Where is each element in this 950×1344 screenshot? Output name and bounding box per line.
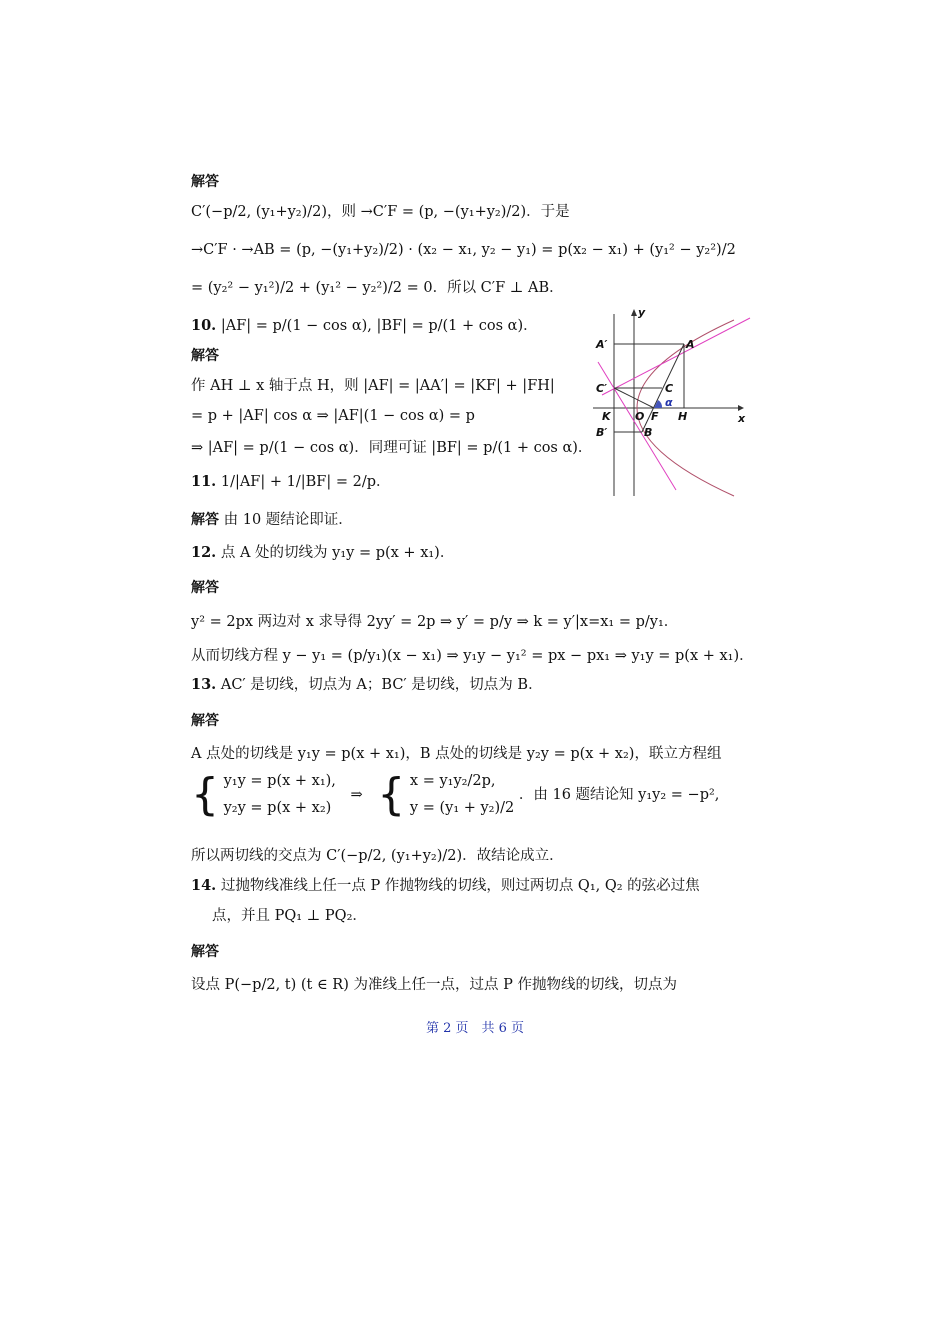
sol11-line [191,510,353,530]
label-x: x [738,412,746,425]
solution-heading: 解答 [191,174,219,190]
problem-11-text: 1/|AF| + 1/|BF| = 2/p． [220,474,391,490]
system-right-eq2: y = (y₁ + y₂)/2 [409,800,515,816]
problem-12 [191,543,454,563]
left-brace-icon: { [191,769,219,820]
eq-line-3-text: = (y₂² − y₁²)/2 + (y₁² − y₂²)/2 = 0．所以 C′F ⊥ AB． [191,280,564,296]
label-a: A [686,338,695,351]
problem-12-text: 点 A 处的切线为 y₁y = p(x + x₁)． [220,545,455,561]
solution-heading-14: 解答 [191,944,219,960]
label-o: O [635,410,645,423]
problem-10-text: |AF| = p/(1 − cos α), |BF| = p/(1 + cos α)． [220,318,538,334]
label-b-prime: B′ [596,426,608,439]
sol11-text: 由 10 题结论即证． [223,512,353,528]
y-axis-arrow-icon [631,309,637,316]
label-h: H [678,410,688,423]
page-footer: 第 2 页 共 6 页 [425,1021,525,1036]
problem-10 [191,316,538,336]
system-right [410,768,514,822]
tangent-at-a [602,318,750,395]
system-right-eq1: x = y₁y₂/2p, [409,773,496,789]
x-axis-arrow-icon [738,405,744,411]
eq-line-1-text: C′(−p/2, (y₁+y₂)/2)，则 →C′F = (p, −(y₁+y₂)/2)．于是 [191,204,570,220]
equation-system [191,768,719,822]
system-left-eq2: y₂y = p(x + x₂) [223,800,332,816]
label-c: C [665,382,674,395]
parabola-figure [588,300,753,500]
label-c-prime: C′ [596,382,607,395]
problem-14 [191,876,700,896]
sol10-line-1: 作 AH ⊥ x 轴于点 H，则 |AF| = |AA′| = |KF| + |FH| [191,378,555,394]
sol12-line-1: y² = 2px 两边对 x 求导得 2yy′ = 2p ⇒ y′ = p/y ⇒ k = y′|x=x₁ = p/y₁． [191,614,679,630]
label-f: F [651,410,659,423]
sol10-line-2: = p + |AF| cos α ⇒ |AF|(1 − cos α) = p [191,408,475,424]
solution-heading-11: 解答 [191,512,219,528]
label-alpha: α [665,396,673,409]
label-a-prime: A′ [596,338,608,351]
right-system-brace-icon: { [377,769,406,820]
label-k: K [602,410,611,423]
eq-line-3 [191,278,564,298]
label-y: y [638,306,646,319]
problem-number-12: 12. [191,544,217,561]
implies-icon: ⇒ [350,787,363,803]
sol14-line-1: 设点 P(−p/2, t) (t ∈ R) 为准线上任一点，过点 P 作抛物线的切线，切点为 [191,977,677,993]
system-left-eq1: y₁y = p(x + x₁), [223,773,336,789]
eq-line-1 [191,202,570,222]
label-b: B [644,426,653,439]
system-left [224,768,336,822]
system-conclusion: ．由 16 题结论知 y₁y₂ = −p², [518,787,720,803]
problem-14-text: 过抛物线准线上任一点 P 作抛物线的切线，则过两切点 Q₁, Q₂ 的弦必过焦 [220,878,700,894]
solution-heading-13: 解答 [191,713,219,729]
sol13-line-1: A 点处的切线是 y₁y = p(x + x₁)，B 点处的切线是 y₂y = p(x + x₂)，联立方程组 [191,746,722,762]
problem-13 [191,675,543,695]
solution-heading-10: 解答 [191,348,219,364]
sol13-line-2: 所以两切线的交点为 C′(−p/2, (y₁+y₂)/2)．故结论成立． [191,848,564,864]
problem-13-text: AC′ 是切线，切点为 A；BC′ 是切线，切点为 B． [220,677,543,693]
eq-line-2 [191,240,736,260]
sol12-line-2: 从而切线方程 y − y₁ = (p/y₁)(x − x₁) ⇒ y₁y − y₁² = px − px₁ ⇒ y₁y = p(x + x₁)． [191,648,754,664]
eq-line-2-text: →C′F · →AB = (p, −(y₁+y₂)/2) · (x₂ − x₁, y₂ − y₁) = p(x₂ − x₁) + (y₁² − y₂²)/2 [191,242,736,258]
problem-14-line-2: 点，并且 PQ₁ ⊥ PQ₂． [212,908,367,924]
solution-heading-12: 解答 [191,580,219,596]
problem-number-14: 14. [191,877,217,894]
problem-11 [191,472,390,492]
problem-number-10: 10. [191,317,217,334]
sol10-line-3: ⇒ |AF| = p/(1 − cos α)．同理可证 |BF| = p/(1 + cos α)． [191,440,593,456]
problem-number-11: 11. [191,473,217,490]
problem-number-13: 13. [191,676,217,693]
